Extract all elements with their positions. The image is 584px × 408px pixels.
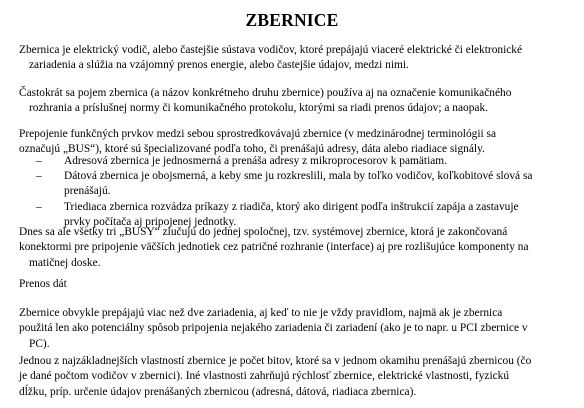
list-bullet: – bbox=[36, 201, 42, 213]
paragraph-system-bus bbox=[19, 225, 574, 271]
paragraph-transfer bbox=[19, 306, 574, 352]
text-line: dĺžku, príp. určenie údajov prenášaných zbernicou (adresná, dátová, riadiaca zbernica). bbox=[19, 385, 417, 398]
paragraph-interface bbox=[19, 86, 574, 117]
text-line: Zbernica je elektrický vodič, alebo častejšie sústava vodičov, ktoré prepájajú viaceré elektrické či elektronické bbox=[19, 44, 523, 56]
text-line: PC). bbox=[29, 337, 50, 350]
list-item-data-bus: Dátová zbernica je obojsmerná, a keby sme ju rozkreslili, mala by toľko vodičov, koľkobitové slová sa bbox=[64, 170, 533, 182]
document-title: ZBERNICE bbox=[245, 10, 339, 30]
text-line: matičnej doske. bbox=[29, 256, 101, 269]
paragraph-intro bbox=[19, 43, 574, 74]
list-bullet: – bbox=[36, 170, 42, 182]
text-line: označujú „BUS“), ktoré sú špecializované podľa toho, či prenášajú adresy, dáta alebo riadiace signály. bbox=[19, 143, 485, 156]
text-line: Častokrát sa pojem zbernica (a názov konkrétneho druhu zbernice) používa aj na označenie komunikačného bbox=[19, 87, 512, 99]
text-line: Prepojenie funkčných prvkov medzi sebou sprostredkovávajú zbernice (v medzinárodnej terminológii sa bbox=[19, 128, 496, 140]
paragraph-properties bbox=[19, 354, 574, 400]
text-line: Dnes sa ale všetky tri „BUSY“ zlučujú do jednej spoločnej, tzv. systémovej zbernice, ktorá je zakončovaná bbox=[19, 226, 508, 238]
text-line: Jednou z najzákladnejších vlastností zbernice je počet bitov, ktoré sa v jednom okamihu prenášajú zbernicou (čo bbox=[19, 355, 532, 367]
list-item-control-bus: Triediaca zbernica rozvádza príkazy z riadiča, ktorý ako dirigent podľa inštrukcií zapája a zastavuje bbox=[64, 201, 519, 213]
text-line: Zbernice obvykle prepájajú viac než dve zariadenia, aj keď to nie je vždy pravidlom, najmä ak je zbernica bbox=[19, 307, 503, 319]
text-line: použitá len ako potenciálny spôsob pripojenia nejakého zariadenia či zariadení (ako je to napr. u PCI zbernice v bbox=[19, 322, 528, 335]
text-line: zariadenia a slúžia na vzájomný prenos energie, alebo častejšie údajov, medzi nimi. bbox=[29, 59, 409, 72]
list-item-data-bus-cont: prenášajú. bbox=[64, 185, 111, 197]
list-item-address-bus: Adresová zbernica je jednosmerná a prenáša adresy z mikroprocesorov k pamätiam. bbox=[64, 155, 448, 167]
list-bullet: – bbox=[36, 155, 42, 167]
list-item-control-bus-cont: prvky počítača aj pripojenej jednotky. bbox=[64, 216, 237, 228]
text-line: konektormi pre pripojenie väčších jednotiek cez patričné rozhranie (interface) aj pre rozlišujúce komponenty na bbox=[19, 241, 529, 254]
heading-prenos-dat: Prenos dát bbox=[19, 278, 67, 290]
section-heading bbox=[19, 277, 574, 292]
text-line: je dané počtom vodičov v zbernici). Iné vlastnosti zahrňujú rýchlosť zbernice, elektrické vlastnosti, fyzickú bbox=[19, 370, 510, 383]
text-line: rozhrania a príslušnej normy či komunikačného protokolu, ktorými sa riadi prenos údajov; a naopak. bbox=[29, 102, 488, 115]
